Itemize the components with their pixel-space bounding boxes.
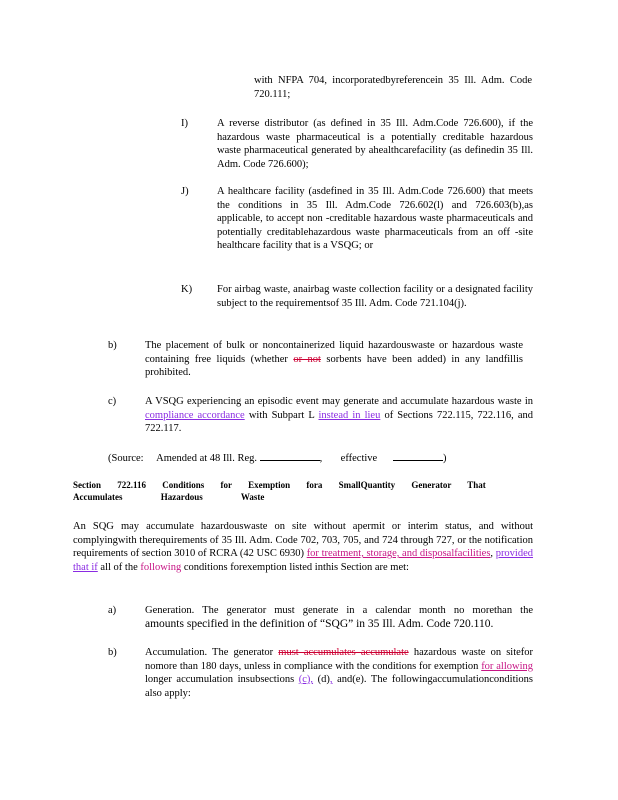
para-c-label: c): [108, 396, 117, 407]
source-note: (Source: Amended at 48 Ill. Reg. , effective ): [108, 450, 528, 466]
section-heading: [73, 479, 503, 503]
item-j-label: J): [181, 186, 189, 197]
item-k-text: For airbag waste, anairbag waste collection facility or a designated facility subject to the requirementsof 35 Ill. Adm. Code 721.104(j).: [217, 284, 533, 309]
inserted-text: instead in lieu: [318, 409, 381, 421]
section-heading-line-2: Accumulates Hazardous Waste: [73, 492, 265, 502]
para-a2-label: a): [108, 605, 117, 616]
intro-paragraph: An SQG may accumulate hazardouswaste on site without apermit or interim status, and without complyingwith therequirements of 35 Ill. Adm. Code 702, 703, 705, and 724 through 727, or the notification requirements of section 3010 of RCRA (42 USC 6930) for treatment, storage, and disposalfacilities, provided that if all of the following conditions forexemption listed inthis Section are met:: [73, 521, 534, 573]
para-b2-text: Accumulation. The generator must accumulates accumulate hazardous waste on sitefor nomore than 180 days, unless in compliance with the conditions for exemption for allowing longer accumulation insubsections (c), (d), and(e). The followingaccumulationconditions also apply:: [145, 647, 534, 699]
inserted-text: for treatment, storage, and disposalfacilities: [306, 548, 491, 559]
blank-date-line: [393, 450, 443, 461]
item-i-label: I): [181, 118, 188, 129]
item-j-text: A healthcare facility (asdefined in 35 Ill. Adm.Code 726.600) that meets the conditions in 35 Ill. Adm.Code 726.602(l) and 726.603(b),as applicable, to accept non -creditable hazardous waste pharmaceuticals and potentially creditablehazardous waste pharmaceuticals from an off -site healthcare facility that is a VSQG; or: [217, 186, 533, 251]
para-b-text: The placement of bulk or noncontainerized liquid hazardouswaste or hazardous waste containing free liquids (whether or not sorbents have been added) in any landfillis prohibited.: [145, 340, 523, 378]
para-c-text: A VSQG experiencing an episodic event may generate and accumulate hazardous waste in compliance accordance with Subpart L instead in lieu of Sections 722.115, 722.116, and 722.117.: [145, 396, 534, 434]
item-i-text: A reverse distributor (as defined in 35 Ill. Adm.Code 726.600), if the hazardous waste pharmaceutical is a potentially creditable hazardous waste pharmaceutical generated by ahealthcarefacility (as definedin 35 Ill. Adm. Code 726.600);: [217, 118, 533, 170]
para-a2-text: Generation. The generator must generate in a calendar month no morethan the amounts specified in the definition of “SQG” in 35 Ill. Adm. Code 720.110.: [145, 605, 533, 630]
blank-reg-line: [260, 450, 320, 461]
section-heading-line-1: Section 722.116 Conditions for Exemption fora SmallQuantity Generator That: [73, 480, 486, 490]
deleted-text: must accumulates accumulate: [278, 647, 409, 658]
para-b2-label: b): [108, 647, 117, 658]
inserted-text: compliance accordance: [145, 409, 245, 421]
para-b-label: b): [108, 340, 117, 351]
inserted-text: provided that if: [73, 548, 534, 573]
deleted-text: or not: [293, 353, 321, 365]
continuation-text: with NFPA 704, incorporatedbyreferencein 35 Ill. Adm. Code 720.111;: [254, 75, 532, 100]
inserted-text: ,: [329, 674, 333, 685]
inserted-text: following: [140, 561, 182, 573]
inserted-text: for allowing: [481, 660, 533, 672]
inserted-text: (c),: [298, 674, 314, 685]
item-k-label: K): [181, 284, 193, 295]
